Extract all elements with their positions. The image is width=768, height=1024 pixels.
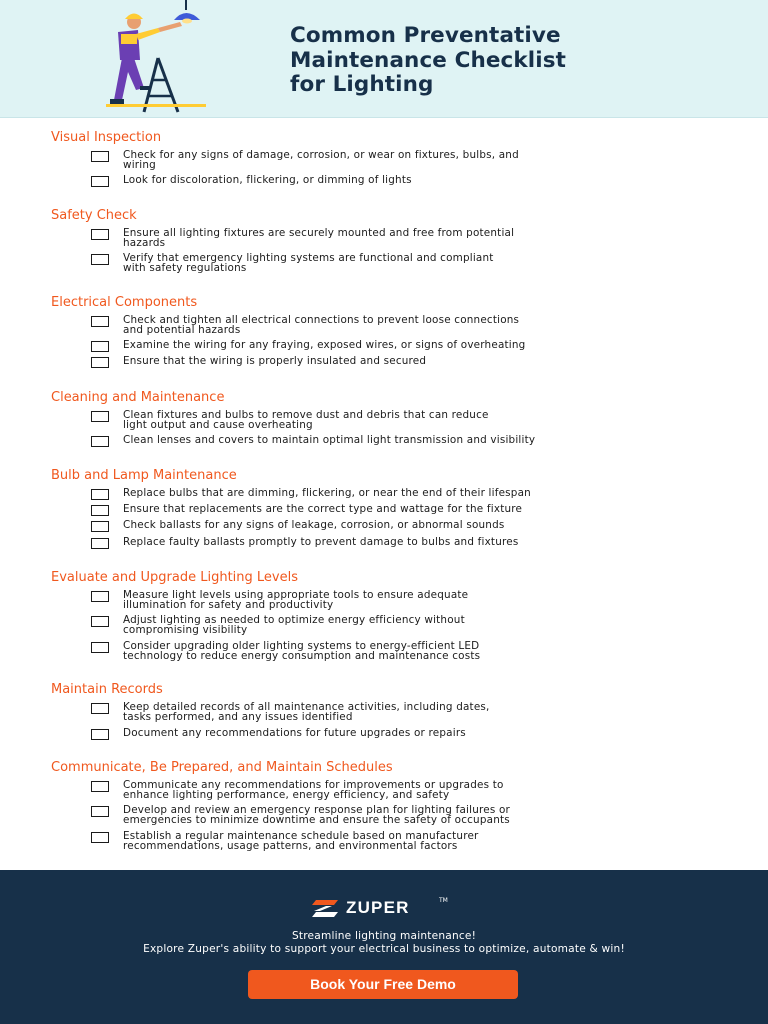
checklist-item-line: Examine the wiring for any fraying, exposed wires, or signs of overheating: [123, 339, 526, 351]
checklist-item-text: [123, 780, 693, 800]
checklist-item-text: [123, 504, 693, 514]
checklist-item-line: Verify that emergency lighting systems are functional and compliant: [123, 252, 494, 264]
checklist-item-line: Ensure that replacements are the correct type and wattage for the fixture: [123, 503, 523, 515]
checklist-item-text: [123, 150, 693, 170]
zuper-logo-icon: [310, 897, 340, 919]
section-heading: Bulb and Lamp Maintenance: [51, 468, 237, 483]
title-line: for Lighting: [290, 72, 434, 97]
checklist-item-line: and potential hazards: [123, 324, 241, 336]
checklist-item-line: Consider upgrading older lighting systems to energy-efficient LED: [123, 640, 480, 652]
checkbox-icon[interactable]: [91, 411, 109, 422]
checkbox-icon[interactable]: [91, 229, 109, 240]
checklist-item-text: [123, 805, 693, 825]
checklist-item-line: Document any recommendations for future upgrades or repairs: [123, 727, 466, 739]
footer-tagline: [0, 930, 768, 956]
checklist-item-text: [123, 520, 693, 530]
title-line: Common Preventative: [290, 23, 561, 48]
checklist-item-line: Keep detailed records of all maintenance activities, including dates,: [123, 701, 490, 713]
section-heading: Cleaning and Maintenance: [51, 390, 225, 405]
checklist-item-line: compromising visibility: [123, 624, 248, 636]
checkbox-icon[interactable]: [91, 781, 109, 792]
checklist-item-line: illumination for safety and productivity: [123, 599, 334, 611]
checkbox-icon[interactable]: [91, 151, 109, 162]
checklist-item-text: [123, 641, 693, 661]
checkbox-icon[interactable]: [91, 316, 109, 327]
checkbox-icon[interactable]: [91, 341, 109, 352]
checklist-item-line: Clean fixtures and bulbs to remove dust and debris that can reduce: [123, 409, 489, 421]
checklist-item-line: Clean lenses and covers to maintain optimal light transmission and visibility: [123, 434, 536, 446]
checklist-item-text: [123, 410, 693, 430]
checklist-item-line: Replace bulbs that are dimming, flickering, or near the end of their lifespan: [123, 487, 531, 499]
checklist-item-text: [123, 340, 693, 350]
checklist-item-line: Check ballasts for any signs of leakage, corrosion, or abnormal sounds: [123, 519, 505, 531]
checklist-item-text: [123, 728, 693, 738]
checklist-item-line: Develop and review an emergency response plan for lighting failures or: [123, 804, 510, 816]
checklist-item-line: light output and cause overheating: [123, 419, 313, 431]
tagline-line: Streamline lighting maintenance!: [291, 930, 477, 942]
checklist-item-line: Measure light levels using appropriate tools to ensure adequate: [123, 589, 469, 601]
checkbox-icon[interactable]: [91, 538, 109, 549]
page-title: [290, 24, 750, 98]
checklist-item-text: [123, 175, 693, 185]
checkbox-icon[interactable]: [91, 254, 109, 265]
checklist-item-line: Check for any signs of damage, corrosion, or wear on fixtures, bulbs, and: [123, 149, 519, 161]
worker-on-ladder-icon: [96, 0, 216, 116]
checklist-item-line: hazards: [123, 237, 166, 249]
checklist-section: [51, 295, 741, 367]
checkbox-icon[interactable]: [91, 176, 109, 187]
checklist-item-text: [123, 488, 693, 498]
section-heading: Maintain Records: [51, 682, 163, 697]
section-heading: Visual Inspection: [51, 130, 162, 145]
checklist-section: [51, 390, 741, 446]
section-heading: Evaluate and Upgrade Lighting Levels: [51, 570, 298, 585]
checklist-item-line: Check and tighten all electrical connections to prevent loose connections: [123, 314, 520, 326]
checklist-item-line: wiring: [123, 159, 156, 171]
zuper-logo: [310, 897, 460, 919]
checklist-item-text: [123, 537, 693, 547]
checklist-item-text: [123, 315, 693, 335]
checklist-item-text: [123, 590, 693, 610]
checklist-section: [51, 570, 741, 662]
section-heading: Communicate, Be Prepared, and Maintain Schedules: [51, 760, 393, 775]
checklist-item-line: with safety regulations: [123, 262, 247, 274]
checkbox-icon[interactable]: [91, 832, 109, 843]
checkbox-icon[interactable]: [91, 505, 109, 516]
checklist-item-line: Replace faulty ballasts promptly to prevent damage to bulbs and fixtures: [123, 536, 519, 548]
checklist-item-line: Communicate any recommendations for improvements or upgrades to: [123, 779, 504, 791]
checkbox-icon[interactable]: [91, 436, 109, 447]
tagline-line: Explore Zuper's ability to support your electrical business to optimize, automate & win!: [143, 943, 625, 955]
checklist-item-text: [123, 253, 693, 273]
book-demo-button[interactable]: Book Your Free Demo: [248, 970, 518, 999]
checklist-item-text: [123, 435, 693, 445]
checkbox-icon[interactable]: [91, 357, 109, 368]
checklist-item-line: Ensure that the wiring is properly insulated and secured: [123, 355, 427, 367]
checkbox-icon[interactable]: [91, 729, 109, 740]
checklist-item-line: Establish a regular maintenance schedule based on manufacturer: [123, 830, 479, 842]
checklist: [0, 118, 768, 870]
checklist-section: [51, 682, 741, 739]
logo-trademark: TM: [439, 897, 448, 904]
checklist-item-line: enhance lighting performance, energy efficiency, and safety: [123, 789, 450, 801]
checkbox-icon[interactable]: [91, 521, 109, 532]
checklist-item-line: Ensure all lighting fixtures are securely mounted and free from potential: [123, 227, 515, 239]
checkbox-icon[interactable]: [91, 806, 109, 817]
title-line: Maintenance Checklist: [290, 47, 566, 73]
checklist-item-line: emergencies to minimize downtime and ensure the safety of occupants: [123, 814, 510, 826]
section-heading: Safety Check: [51, 208, 137, 223]
header-banner: [0, 0, 768, 118]
checkbox-icon[interactable]: [91, 591, 109, 602]
checkbox-icon[interactable]: [91, 703, 109, 714]
checklist-item-line: Adjust lighting as needed to optimize energy efficiency without: [123, 614, 465, 626]
checklist-section: [51, 130, 741, 186]
checklist-item-text: [123, 702, 693, 722]
checklist-item-line: tasks performed, and any issues identified: [123, 711, 353, 723]
checklist-item-line: recommendations, usage patterns, and environmental factors: [123, 840, 458, 852]
checklist-item-text: [123, 615, 693, 635]
checkbox-icon[interactable]: [91, 489, 109, 500]
footer-banner: [0, 870, 768, 1024]
checklist-section: [51, 760, 741, 852]
checklist-section: [51, 468, 741, 548]
checklist-section: [51, 208, 741, 274]
checklist-item-text: [123, 831, 693, 851]
section-heading: Electrical Components: [51, 295, 198, 310]
checklist-item-line: Look for discoloration, flickering, or dimming of lights: [123, 174, 412, 186]
logo-wordmark: ZUPER: [346, 898, 410, 917]
checkbox-icon[interactable]: [91, 642, 109, 653]
checklist-item-line: technology to reduce energy consumption and maintenance costs: [123, 650, 481, 662]
checkbox-icon[interactable]: [91, 616, 109, 627]
checklist-item-text: [123, 228, 693, 248]
checklist-item-text: [123, 356, 693, 366]
